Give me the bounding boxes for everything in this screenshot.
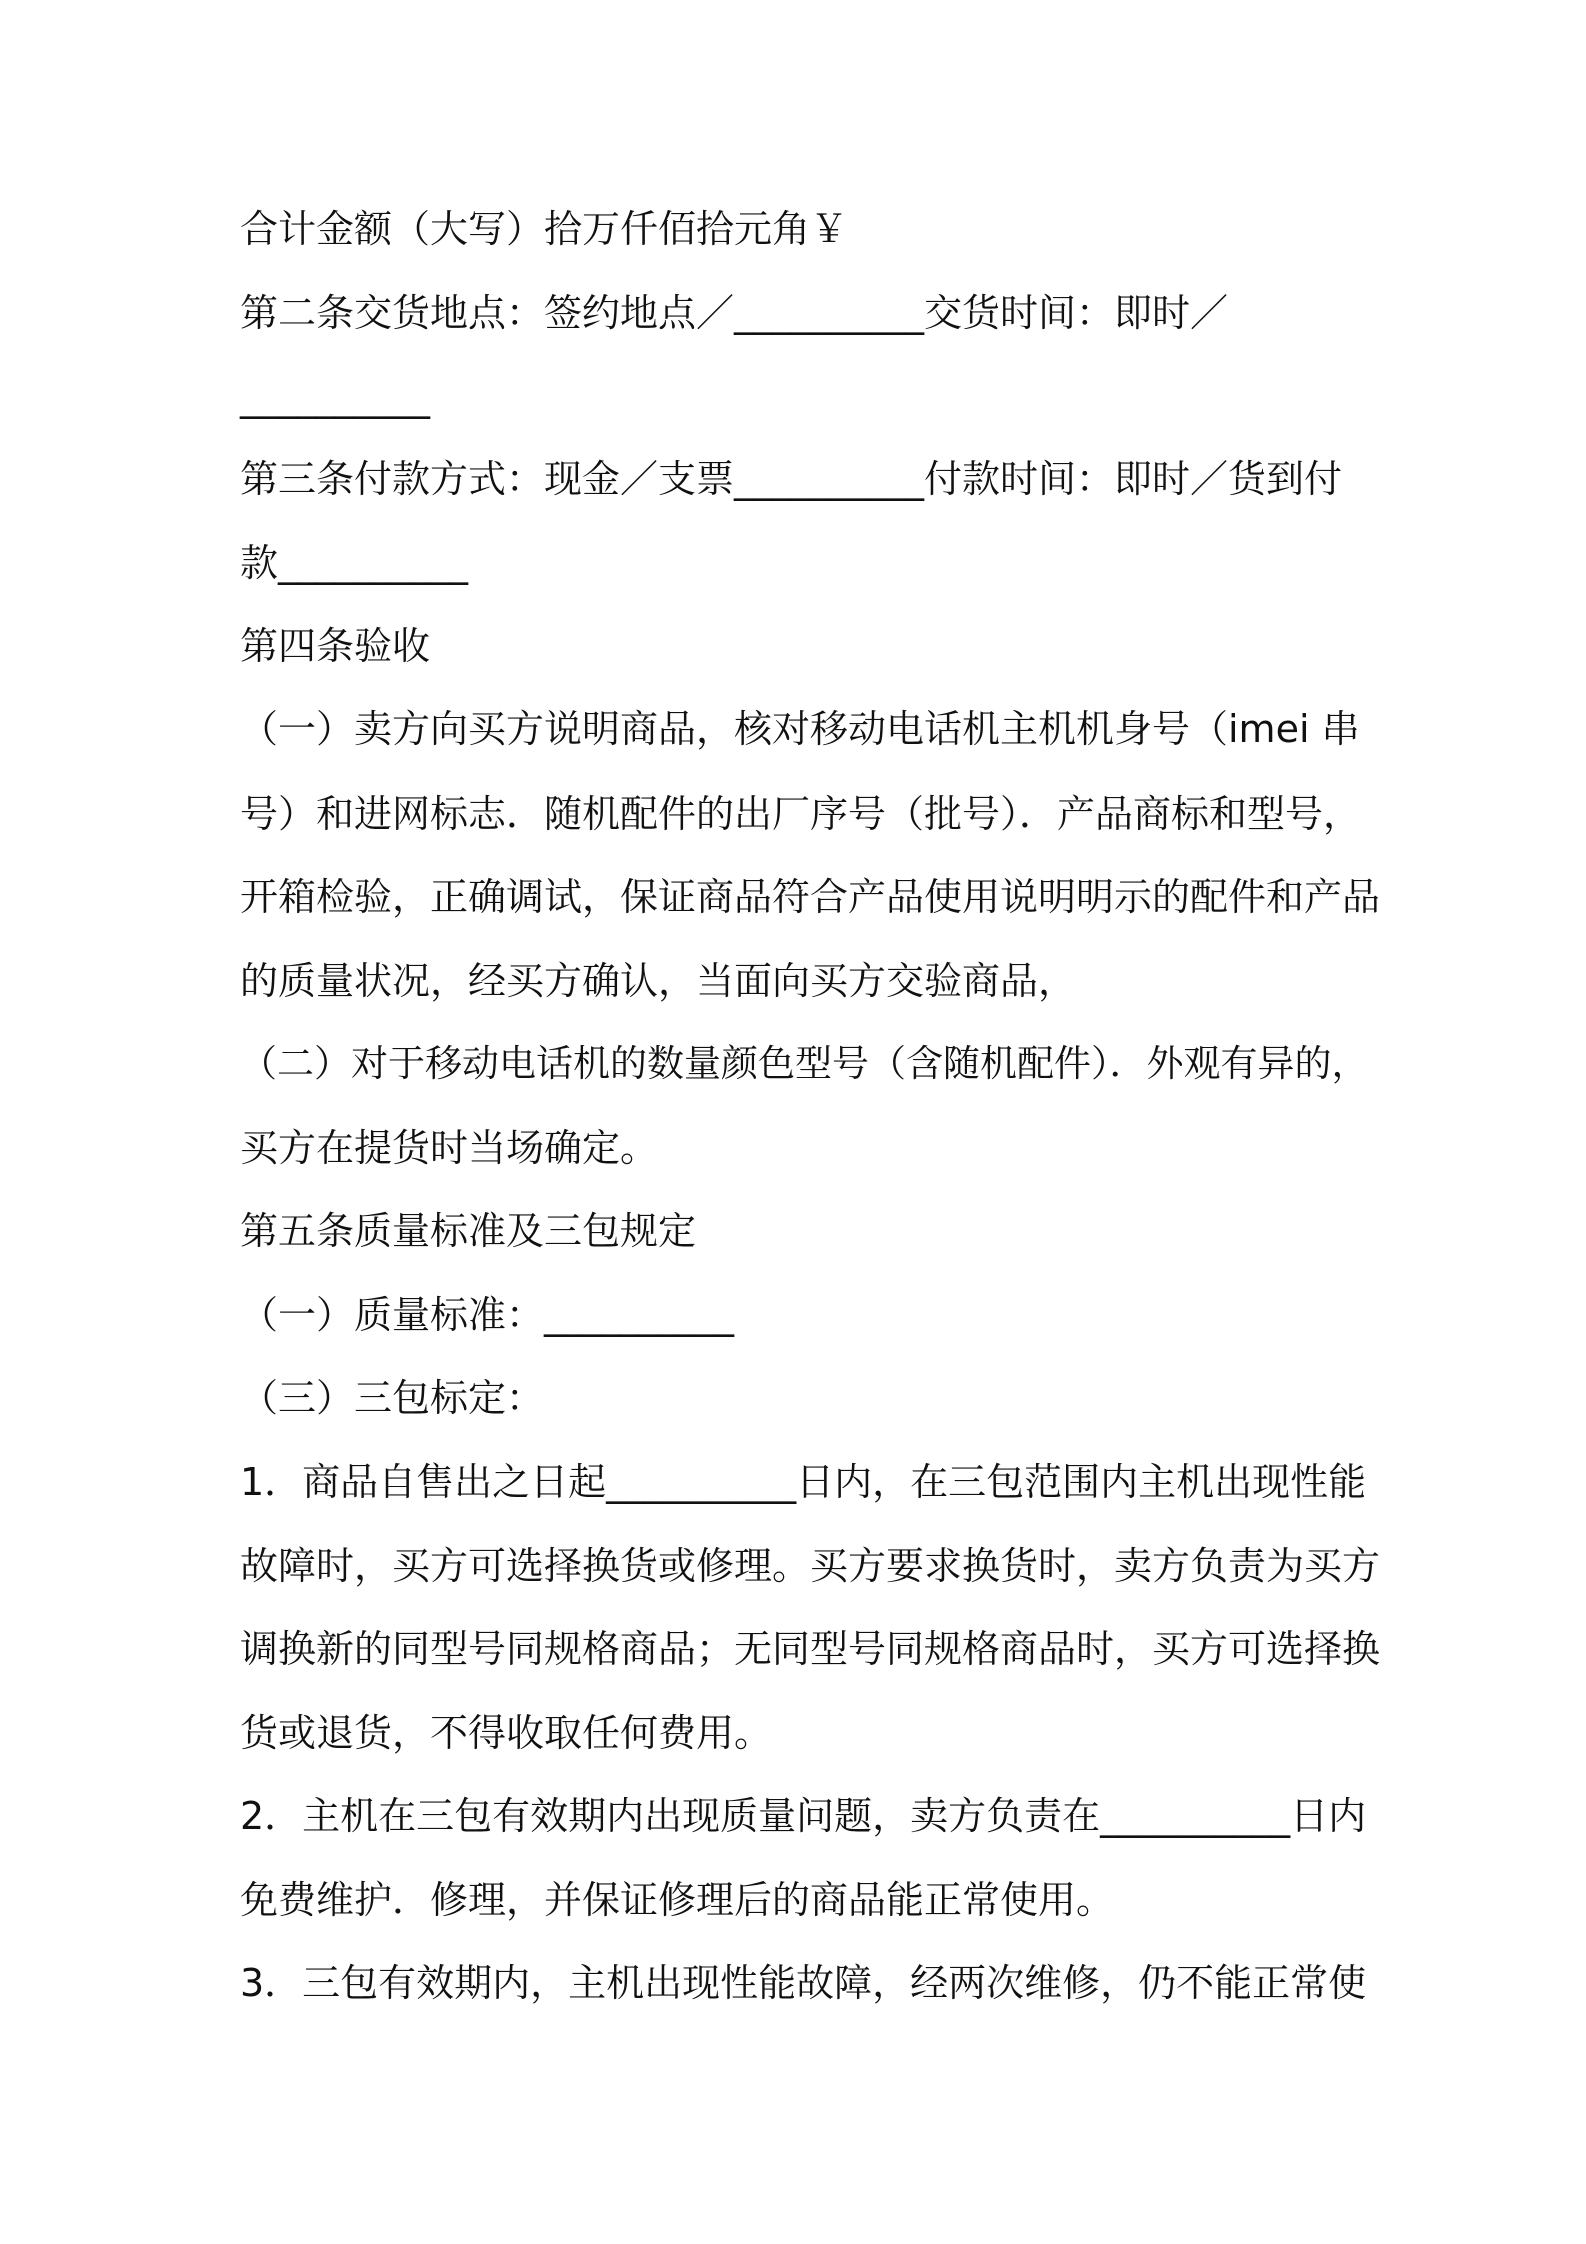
text-line-clause1-c: 调换新的同型号同规格商品；无同型号同规格商品时，买方可选择换	[240, 1627, 1381, 1671]
text-line-article5-item1: （一）质量标准：__________	[240, 1293, 735, 1337]
text-line-article3-cont: 款__________	[240, 541, 469, 585]
text-line-article4-item1-d: 的质量状况，经买方确认，当面向买方交验商品，	[240, 959, 1077, 1003]
text-line-clause1-b: 故障时，买方可选择换货或修理。买方要求换货时，卖方负责为买方	[240, 1544, 1381, 1588]
text-line-clause2-b: 免费维护．修理，并保证修理后的商品能正常使用。	[240, 1878, 1115, 1922]
text-line-article4-item1-b: 号）和进网标志．随机配件的出厂序号（批号）．产品商标和型号，	[240, 792, 1362, 836]
text-line-article2-delivery: 第二条交货地点：签约地点／__________交货时间：即时／	[240, 291, 1229, 335]
text-line-article4-item1-c: 开箱检验，正确调试，保证商品符合产品使用说明明示的配件和产品	[240, 875, 1381, 919]
text-line-article2-blank: __________	[240, 375, 430, 419]
text-line-article5-item3: （三）三包标定：	[240, 1376, 545, 1420]
heading-article4-acceptance: 第四条验收	[240, 624, 431, 668]
text-line-article4-item1-a: （一）卖方向买方说明商品，核对移动电话机主机机身号（imei 串	[240, 707, 1360, 751]
text-line-article4-item2-a: （二）对于移动电话机的数量颜色型号（含随机配件）．外观有异的，	[240, 1042, 1369, 1085]
text-line-clause1-d: 货或退货，不得收取任何费用。	[240, 1711, 773, 1755]
text-line-clause2-a: 2．主机在三包有效期内出现质量问题，卖方负责在__________日内	[240, 1794, 1367, 1838]
heading-article5-quality: 第五条质量标准及三包规定	[240, 1209, 697, 1253]
text-line-clause1-a: 1．商品自售出之日起__________日内，在三包范围内主机出现性能	[240, 1460, 1367, 1504]
text-line-total-amount: 合计金额（大写）拾万仟佰拾元角￥	[240, 207, 849, 251]
text-line-clause3-a: 3．三包有效期内，主机出现性能故障，经两次维修，仍不能正常使	[240, 1961, 1367, 2005]
text-line-article3-payment: 第三条付款方式：现金／支票__________付款时间：即时／货到付	[240, 457, 1343, 501]
text-line-article4-item2-b: 买方在提货时当场确定。	[240, 1126, 659, 1170]
